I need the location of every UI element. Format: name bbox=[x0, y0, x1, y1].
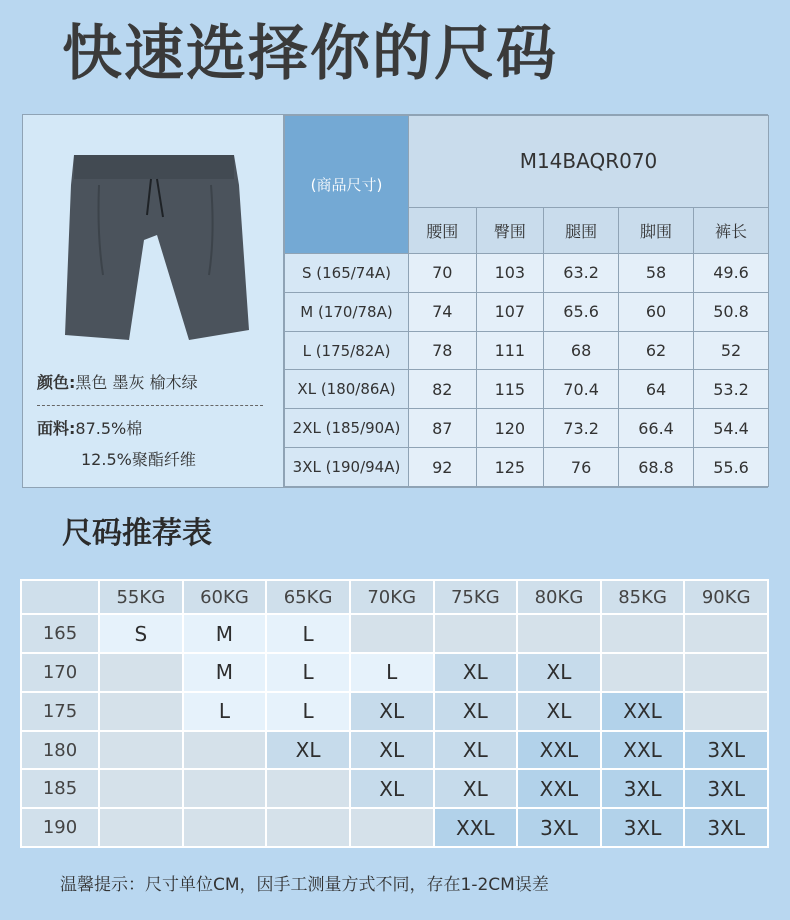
column-header: 腿围 bbox=[544, 207, 619, 253]
size-value: 82 bbox=[409, 370, 477, 409]
size-value: 63.2 bbox=[544, 253, 619, 292]
note-text: 温馨提示：尺寸单位CM，因手工测量方式不同，存在1-2CM误差 bbox=[60, 875, 549, 895]
size-table bbox=[284, 115, 769, 487]
height-row bbox=[21, 653, 768, 692]
fabric-key: 面料: bbox=[37, 419, 76, 438]
fabric-line2: 12.5%聚酯纤维 bbox=[81, 450, 196, 469]
weight-header: 90KG bbox=[684, 580, 768, 614]
size-value: 49.6 bbox=[694, 253, 769, 292]
size-value: 70 bbox=[409, 253, 477, 292]
size-recommendation: 3XL bbox=[684, 769, 768, 808]
size-name: XL (180/86A) bbox=[285, 370, 409, 409]
size-recommendation bbox=[350, 808, 434, 847]
size-recommendation bbox=[434, 614, 518, 653]
size-recommendation: L bbox=[266, 653, 350, 692]
weight-header: 55KG bbox=[99, 580, 183, 614]
height-row bbox=[21, 692, 768, 731]
size-recommendation bbox=[266, 769, 350, 808]
size-recommendation bbox=[601, 653, 685, 692]
size-recommendation bbox=[684, 692, 768, 731]
size-value: 115 bbox=[476, 370, 544, 409]
size-recommendation: L bbox=[266, 692, 350, 731]
size-value: 120 bbox=[476, 409, 544, 448]
size-row bbox=[285, 253, 769, 292]
size-recommendation bbox=[266, 808, 350, 847]
size-row bbox=[285, 409, 769, 448]
height-label: 185 bbox=[21, 769, 99, 808]
size-value: 103 bbox=[476, 253, 544, 292]
size-recommendation: 3XL bbox=[601, 808, 685, 847]
size-recommendation: XXL bbox=[434, 808, 518, 847]
size-value: 52 bbox=[694, 331, 769, 370]
size-name: S (165/74A) bbox=[285, 253, 409, 292]
size-value: 53.2 bbox=[694, 370, 769, 409]
size-value: 111 bbox=[476, 331, 544, 370]
size-value: 55.6 bbox=[694, 448, 769, 487]
size-value: 73.2 bbox=[544, 409, 619, 448]
weight-header: 65KG bbox=[266, 580, 350, 614]
column-header: 臀围 bbox=[476, 207, 544, 253]
size-recommendation: L bbox=[266, 614, 350, 653]
size-value: 107 bbox=[476, 292, 544, 331]
size-recommendation bbox=[99, 731, 183, 770]
color-key: 颜色: bbox=[37, 373, 76, 392]
divider bbox=[37, 405, 263, 406]
size-recommendation bbox=[183, 769, 267, 808]
size-value: 78 bbox=[409, 331, 477, 370]
size-value: 76 bbox=[544, 448, 619, 487]
model-number: M14BAQR070 bbox=[409, 116, 769, 208]
size-value: 54.4 bbox=[694, 409, 769, 448]
weight-header: 80KG bbox=[517, 580, 601, 614]
product-meta bbox=[37, 370, 277, 470]
size-recommendation: XL bbox=[350, 769, 434, 808]
size-recommendation: XL bbox=[350, 692, 434, 731]
size-recommendation: 3XL bbox=[517, 808, 601, 847]
corner-cell bbox=[21, 580, 99, 614]
weight-header: 70KG bbox=[350, 580, 434, 614]
size-value: 70.4 bbox=[544, 370, 619, 409]
size-recommendation bbox=[517, 614, 601, 653]
column-header: 脚围 bbox=[619, 207, 694, 253]
product-size-panel bbox=[22, 114, 768, 488]
size-name: 3XL (190/94A) bbox=[285, 448, 409, 487]
size-row bbox=[285, 331, 769, 370]
size-recommendation: 3XL bbox=[601, 769, 685, 808]
size-recommendation: 3XL bbox=[684, 731, 768, 770]
size-name: 2XL (185/90A) bbox=[285, 409, 409, 448]
size-recommendation: XXL bbox=[517, 731, 601, 770]
weight-header: 85KG bbox=[601, 580, 685, 614]
height-row bbox=[21, 614, 768, 653]
size-label-header: (商品尺寸) bbox=[285, 116, 409, 254]
size-recommendation bbox=[684, 614, 768, 653]
size-recommendation: XL bbox=[434, 653, 518, 692]
size-recommendation bbox=[601, 614, 685, 653]
size-name: L (175/82A) bbox=[285, 331, 409, 370]
size-value: 58 bbox=[619, 253, 694, 292]
size-recommendation bbox=[99, 692, 183, 731]
height-label: 175 bbox=[21, 692, 99, 731]
size-recommendation bbox=[99, 653, 183, 692]
recommend-title: 尺码推荐表 bbox=[62, 516, 212, 551]
weight-header: 60KG bbox=[183, 580, 267, 614]
fabric-line1: 87.5%棉 bbox=[75, 419, 143, 438]
size-recommendation: L bbox=[183, 692, 267, 731]
page-title: 快速选择你的尺码 bbox=[62, 19, 558, 89]
size-value: 92 bbox=[409, 448, 477, 487]
size-recommendation: M bbox=[183, 653, 267, 692]
size-recommendation bbox=[684, 653, 768, 692]
size-recommendation: XL bbox=[266, 731, 350, 770]
size-recommendation: XL bbox=[350, 731, 434, 770]
size-value: 68 bbox=[544, 331, 619, 370]
color-value: 黑色 墨灰 榆木绿 bbox=[75, 373, 198, 392]
recommend-table bbox=[20, 579, 769, 848]
size-value: 50.8 bbox=[694, 292, 769, 331]
size-recommendation bbox=[183, 808, 267, 847]
weight-header-row bbox=[21, 580, 768, 614]
column-header: 腰围 bbox=[409, 207, 477, 253]
height-row bbox=[21, 769, 768, 808]
size-value: 68.8 bbox=[619, 448, 694, 487]
size-value: 60 bbox=[619, 292, 694, 331]
size-recommendation: XL bbox=[434, 769, 518, 808]
size-value: 74 bbox=[409, 292, 477, 331]
size-row bbox=[285, 370, 769, 409]
size-recommendation: XL bbox=[434, 692, 518, 731]
size-value: 65.6 bbox=[544, 292, 619, 331]
size-recommendation bbox=[350, 614, 434, 653]
size-recommendation bbox=[183, 731, 267, 770]
product-info bbox=[23, 115, 284, 487]
size-recommendation: 3XL bbox=[684, 808, 768, 847]
height-label: 180 bbox=[21, 731, 99, 770]
size-value: 66.4 bbox=[619, 409, 694, 448]
height-label: 170 bbox=[21, 653, 99, 692]
size-row bbox=[285, 292, 769, 331]
size-recommendation: XL bbox=[517, 653, 601, 692]
size-recommendation: L bbox=[350, 653, 434, 692]
size-recommendation: XL bbox=[517, 692, 601, 731]
size-recommendation: S bbox=[99, 614, 183, 653]
size-recommendation: XL bbox=[434, 731, 518, 770]
size-recommendation: XXL bbox=[601, 692, 685, 731]
size-recommendation: XXL bbox=[601, 731, 685, 770]
weight-header: 75KG bbox=[434, 580, 518, 614]
height-row bbox=[21, 731, 768, 770]
height-label: 165 bbox=[21, 614, 99, 653]
size-row bbox=[285, 448, 769, 487]
size-value: 62 bbox=[619, 331, 694, 370]
size-value: 64 bbox=[619, 370, 694, 409]
column-header: 裤长 bbox=[694, 207, 769, 253]
height-label: 190 bbox=[21, 808, 99, 847]
size-value: 87 bbox=[409, 409, 477, 448]
size-recommendation: M bbox=[183, 614, 267, 653]
size-recommendation bbox=[99, 808, 183, 847]
size-name: M (170/78A) bbox=[285, 292, 409, 331]
size-value: 125 bbox=[476, 448, 544, 487]
size-recommendation: XXL bbox=[517, 769, 601, 808]
size-recommendation bbox=[99, 769, 183, 808]
height-row bbox=[21, 808, 768, 847]
